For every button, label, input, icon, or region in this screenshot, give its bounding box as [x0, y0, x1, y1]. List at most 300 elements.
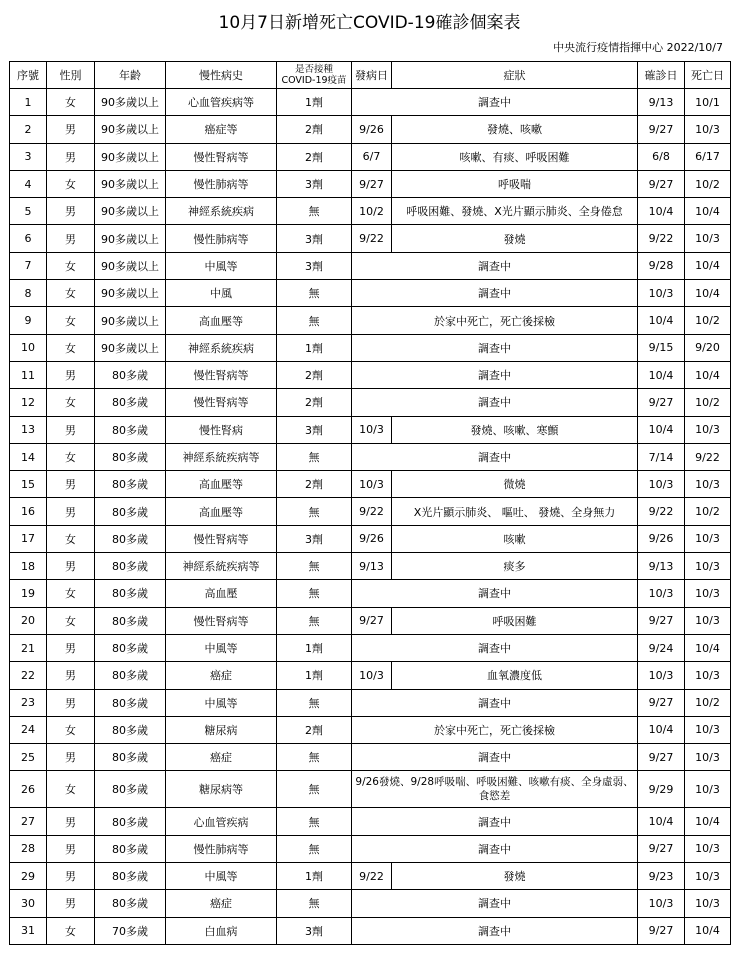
cell-onset: 9/22	[352, 225, 392, 252]
cell-no: 18	[10, 553, 47, 580]
cell-sex: 男	[47, 689, 95, 716]
cell-death: 10/4	[685, 198, 731, 225]
cell-symptoms: 調查中	[352, 744, 638, 771]
cell-vaccine: 無	[277, 307, 352, 334]
cell-vaccine: 1劑	[277, 334, 352, 361]
cell-no: 3	[10, 143, 47, 170]
cell-no: 31	[10, 917, 47, 944]
cell-vaccine: 無	[277, 198, 352, 225]
cell-sex: 男	[47, 498, 95, 525]
cell-age: 90多歲以上	[95, 225, 166, 252]
cell-confirmed: 9/27	[638, 744, 685, 771]
cell-no: 26	[10, 771, 47, 808]
cell-no: 12	[10, 389, 47, 416]
header-no: 序號	[10, 62, 47, 89]
cell-sex: 女	[47, 89, 95, 116]
cell-sex: 男	[47, 471, 95, 498]
cell-sex: 男	[47, 143, 95, 170]
cell-no: 7	[10, 252, 47, 279]
cell-chronic: 慢性腎病等	[166, 525, 277, 552]
header-sex: 性別	[47, 62, 95, 89]
table-row	[10, 416, 731, 443]
cell-chronic: 高血壓	[166, 580, 277, 607]
cell-age: 90多歲以上	[95, 143, 166, 170]
cell-chronic: 癌症	[166, 890, 277, 917]
cell-vaccine: 無	[277, 443, 352, 470]
cell-no: 13	[10, 416, 47, 443]
cell-confirmed: 10/3	[638, 662, 685, 689]
cell-confirmed: 9/27	[638, 835, 685, 862]
cell-chronic: 糖尿病	[166, 716, 277, 743]
cell-age: 90多歲以上	[95, 116, 166, 143]
header-death: 死亡日	[685, 62, 731, 89]
cell-symptoms: 調查中	[352, 689, 638, 716]
cell-symptoms: 調查中	[352, 280, 638, 307]
cell-sex: 男	[47, 416, 95, 443]
cell-death: 10/1	[685, 89, 731, 116]
cell-sex: 女	[47, 334, 95, 361]
cell-no: 19	[10, 580, 47, 607]
cell-sex: 女	[47, 443, 95, 470]
cell-no: 20	[10, 607, 47, 634]
cell-age: 80多歲	[95, 863, 166, 890]
table-row	[10, 170, 731, 197]
case-table	[9, 61, 731, 945]
table-row	[10, 361, 731, 388]
cell-vaccine: 2劑	[277, 389, 352, 416]
cell-sex: 女	[47, 917, 95, 944]
table-row	[10, 116, 731, 143]
cell-no: 16	[10, 498, 47, 525]
table-row	[10, 917, 731, 944]
cell-death: 10/2	[685, 689, 731, 716]
cell-sex: 男	[47, 662, 95, 689]
cell-confirmed: 10/4	[638, 716, 685, 743]
cell-confirmed: 9/26	[638, 525, 685, 552]
cell-confirmed: 10/3	[638, 471, 685, 498]
table-row	[10, 662, 731, 689]
cell-onset: 9/27	[352, 607, 392, 634]
cell-death: 10/3	[685, 525, 731, 552]
header-vaccine-line1: 是否接種	[294, 64, 333, 75]
cell-sex: 男	[47, 835, 95, 862]
cell-death: 10/3	[685, 416, 731, 443]
cell-symptoms: 微燒	[392, 471, 638, 498]
page-title: 10月7日新增死亡COVID-19確診個案表	[218, 13, 521, 33]
cell-vaccine: 2劑	[277, 116, 352, 143]
table-row	[10, 553, 731, 580]
cell-symptoms: 咳嗽、有痰、呼吸困難	[392, 143, 638, 170]
cell-death: 10/3	[685, 771, 731, 808]
cell-age: 90多歲以上	[95, 307, 166, 334]
cell-confirmed: 10/4	[638, 361, 685, 388]
cell-confirmed: 9/27	[638, 389, 685, 416]
cell-symptoms: 調查中	[352, 252, 638, 279]
table-row	[10, 443, 731, 470]
cell-onset: 9/22	[352, 498, 392, 525]
cell-death: 10/4	[685, 634, 731, 661]
cell-vaccine: 2劑	[277, 716, 352, 743]
cell-symptoms: 於家中死亡，死亡後採檢	[352, 716, 638, 743]
cell-symptoms: 呼吸困難、發燒、X光片顯示肺炎、全身倦怠	[392, 198, 638, 225]
cell-death: 10/2	[685, 498, 731, 525]
header-symptoms: 症狀	[392, 62, 638, 89]
cell-death: 10/3	[685, 580, 731, 607]
cell-confirmed: 9/27	[638, 917, 685, 944]
cell-no: 23	[10, 689, 47, 716]
cell-no: 4	[10, 170, 47, 197]
cell-chronic: 慢性腎病等	[166, 389, 277, 416]
cell-death: 9/22	[685, 443, 731, 470]
cell-chronic: 慢性肺病等	[166, 835, 277, 862]
cell-no: 30	[10, 890, 47, 917]
cell-onset: 10/3	[352, 416, 392, 443]
cell-confirmed: 9/15	[638, 334, 685, 361]
cell-vaccine: 3劑	[277, 416, 352, 443]
cell-symptoms: 呼吸困難	[392, 607, 638, 634]
cell-onset: 9/26	[352, 525, 392, 552]
cell-vaccine: 1劑	[277, 89, 352, 116]
cell-vaccine: 無	[277, 689, 352, 716]
header-age: 年齡	[95, 62, 166, 89]
table-row	[10, 143, 731, 170]
cell-age: 90多歲以上	[95, 170, 166, 197]
table-row	[10, 634, 731, 661]
cell-death: 10/3	[685, 225, 731, 252]
cell-chronic: 糖尿病等	[166, 771, 277, 808]
cell-vaccine: 無	[277, 498, 352, 525]
cell-death: 10/3	[685, 471, 731, 498]
cell-age: 80多歲	[95, 716, 166, 743]
cell-confirmed: 6/8	[638, 143, 685, 170]
cell-chronic: 白血病	[166, 917, 277, 944]
cell-chronic: 癌症	[166, 662, 277, 689]
cell-vaccine: 3劑	[277, 170, 352, 197]
cell-age: 80多歲	[95, 607, 166, 634]
cell-death: 10/3	[685, 607, 731, 634]
cell-onset: 10/2	[352, 198, 392, 225]
table-row	[10, 890, 731, 917]
cell-vaccine: 無	[277, 280, 352, 307]
cell-symptoms: 咳嗽	[392, 525, 638, 552]
cell-onset: 9/26	[352, 116, 392, 143]
cell-chronic: 神經系統疾病	[166, 198, 277, 225]
cell-age: 80多歲	[95, 689, 166, 716]
table-row	[10, 525, 731, 552]
header-vaccine	[277, 62, 352, 89]
cell-chronic: 神經系統疾病等	[166, 443, 277, 470]
cell-age: 80多歲	[95, 890, 166, 917]
table-row	[10, 835, 731, 862]
cell-vaccine: 3劑	[277, 525, 352, 552]
cell-no: 28	[10, 835, 47, 862]
cell-no: 6	[10, 225, 47, 252]
cell-symptoms: 發燒	[392, 863, 638, 890]
cell-death: 10/4	[685, 361, 731, 388]
cell-death: 10/3	[685, 553, 731, 580]
cell-age: 80多歲	[95, 580, 166, 607]
cell-death: 10/2	[685, 389, 731, 416]
cell-confirmed: 9/22	[638, 225, 685, 252]
cell-no: 21	[10, 634, 47, 661]
cell-chronic: 心血管疾病	[166, 808, 277, 835]
cell-death: 10/3	[685, 116, 731, 143]
cell-onset: 9/13	[352, 553, 392, 580]
cell-confirmed: 9/27	[638, 170, 685, 197]
table-row	[10, 198, 731, 225]
cell-age: 80多歲	[95, 808, 166, 835]
cell-confirmed: 9/29	[638, 771, 685, 808]
cell-no: 1	[10, 89, 47, 116]
cell-death: 9/20	[685, 334, 731, 361]
source-date: 中央流行疫情指揮中心 2022/10/7	[553, 41, 723, 54]
table-row	[10, 280, 731, 307]
cell-chronic: 中風等	[166, 252, 277, 279]
header-confirmed: 確診日	[638, 62, 685, 89]
cell-chronic: 癌症	[166, 744, 277, 771]
cell-confirmed: 9/22	[638, 498, 685, 525]
cell-vaccine: 3劑	[277, 225, 352, 252]
cell-confirmed: 9/23	[638, 863, 685, 890]
cell-symptoms: 呼吸喘	[392, 170, 638, 197]
cell-symptoms: 發燒、咳嗽	[392, 116, 638, 143]
table-row	[10, 471, 731, 498]
cell-vaccine: 1劑	[277, 634, 352, 661]
cell-sex: 男	[47, 634, 95, 661]
cell-age: 80多歲	[95, 634, 166, 661]
table-row	[10, 307, 731, 334]
cell-chronic: 慢性肺病等	[166, 225, 277, 252]
cell-confirmed: 10/4	[638, 198, 685, 225]
cell-sex: 女	[47, 716, 95, 743]
cell-confirmed: 7/14	[638, 443, 685, 470]
cell-no: 25	[10, 744, 47, 771]
cell-age: 80多歲	[95, 744, 166, 771]
cell-onset: 9/27	[352, 170, 392, 197]
cell-confirmed: 10/4	[638, 307, 685, 334]
cell-no: 11	[10, 361, 47, 388]
cell-death: 10/4	[685, 917, 731, 944]
table-row	[10, 389, 731, 416]
cell-symptoms: 調查中	[352, 634, 638, 661]
table-row	[10, 607, 731, 634]
cell-death: 6/17	[685, 143, 731, 170]
cell-no: 10	[10, 334, 47, 361]
cell-vaccine: 2劑	[277, 143, 352, 170]
cell-chronic: 慢性腎病	[166, 416, 277, 443]
cell-symptoms: 調查中	[352, 389, 638, 416]
cell-vaccine: 無	[277, 771, 352, 808]
cell-confirmed: 10/4	[638, 416, 685, 443]
cell-death: 10/2	[685, 307, 731, 334]
cell-sex: 女	[47, 280, 95, 307]
cell-age: 80多歲	[95, 835, 166, 862]
cell-chronic: 中風等	[166, 634, 277, 661]
cell-sex: 女	[47, 307, 95, 334]
table-row	[10, 580, 731, 607]
header-vaccine-line2: COVID-19疫苗	[281, 75, 347, 86]
cell-vaccine: 無	[277, 890, 352, 917]
cell-death: 10/4	[685, 280, 731, 307]
cell-age: 80多歲	[95, 471, 166, 498]
cell-chronic: 高血壓等	[166, 498, 277, 525]
cell-death: 10/3	[685, 890, 731, 917]
cell-age: 90多歲以上	[95, 280, 166, 307]
cell-vaccine: 無	[277, 835, 352, 862]
table-row	[10, 252, 731, 279]
cell-age: 90多歲以上	[95, 198, 166, 225]
cell-no: 22	[10, 662, 47, 689]
cell-onset: 10/3	[352, 662, 392, 689]
cell-death: 10/3	[685, 662, 731, 689]
cell-no: 27	[10, 808, 47, 835]
cell-age: 90多歲以上	[95, 252, 166, 279]
cell-age: 80多歲	[95, 498, 166, 525]
cell-symptoms: 於家中死亡，死亡後採檢	[352, 307, 638, 334]
cell-death: 10/4	[685, 252, 731, 279]
cell-sex: 男	[47, 744, 95, 771]
cell-chronic: 高血壓等	[166, 307, 277, 334]
cell-death: 10/3	[685, 835, 731, 862]
cell-symptoms: 調查中	[352, 890, 638, 917]
cell-age: 80多歲	[95, 389, 166, 416]
cell-sex: 男	[47, 361, 95, 388]
cell-symptoms: 調查中	[352, 917, 638, 944]
cell-death: 10/3	[685, 863, 731, 890]
cell-age: 70多歲	[95, 917, 166, 944]
cell-symptoms: 發燒	[392, 225, 638, 252]
cell-chronic: 高血壓等	[166, 471, 277, 498]
cell-confirmed: 10/3	[638, 280, 685, 307]
cell-chronic: 中風	[166, 280, 277, 307]
cell-no: 15	[10, 471, 47, 498]
table-row	[10, 689, 731, 716]
case-table-body	[10, 89, 731, 945]
cell-sex: 女	[47, 170, 95, 197]
cell-no: 14	[10, 443, 47, 470]
cell-chronic: 中風等	[166, 863, 277, 890]
cell-age: 80多歲	[95, 662, 166, 689]
table-row	[10, 744, 731, 771]
cell-confirmed: 9/27	[638, 116, 685, 143]
cell-vaccine: 3劑	[277, 917, 352, 944]
table-row	[10, 716, 731, 743]
cell-age: 80多歲	[95, 771, 166, 808]
cell-sex: 男	[47, 863, 95, 890]
cell-symptoms: 9/26發燒、9/28呼吸喘、呼吸困難、咳嗽有痰、全身虛弱、食慾差	[352, 771, 638, 808]
cell-confirmed: 9/27	[638, 607, 685, 634]
cell-onset: 10/3	[352, 471, 392, 498]
cell-age: 80多歲	[95, 443, 166, 470]
cell-no: 5	[10, 198, 47, 225]
cell-symptoms: 調查中	[352, 89, 638, 116]
cell-sex: 女	[47, 580, 95, 607]
cell-vaccine: 2劑	[277, 471, 352, 498]
cell-sex: 女	[47, 607, 95, 634]
cell-confirmed: 10/3	[638, 890, 685, 917]
cell-sex: 男	[47, 890, 95, 917]
cell-symptoms: 調查中	[352, 334, 638, 361]
cell-death: 10/3	[685, 716, 731, 743]
cell-symptoms: 痰多	[392, 553, 638, 580]
table-row	[10, 863, 731, 890]
cell-vaccine: 無	[277, 808, 352, 835]
cell-onset: 6/7	[352, 143, 392, 170]
cell-vaccine: 3劑	[277, 252, 352, 279]
cell-sex: 男	[47, 225, 95, 252]
cell-chronic: 癌症等	[166, 116, 277, 143]
cell-symptoms: 發燒、咳嗽、寒顫	[392, 416, 638, 443]
cell-chronic: 中風等	[166, 689, 277, 716]
cell-no: 24	[10, 716, 47, 743]
cell-symptoms: 血氧濃度低	[392, 662, 638, 689]
cell-symptoms: 調查中	[352, 361, 638, 388]
cell-sex: 男	[47, 808, 95, 835]
cell-death: 10/4	[685, 808, 731, 835]
cell-confirmed: 10/3	[638, 580, 685, 607]
cell-confirmed: 9/27	[638, 689, 685, 716]
table-row	[10, 334, 731, 361]
cell-confirmed: 9/28	[638, 252, 685, 279]
cell-chronic: 慢性腎病等	[166, 143, 277, 170]
cell-sex: 女	[47, 252, 95, 279]
cell-chronic: 神經系統疾病	[166, 334, 277, 361]
cell-chronic: 慢性腎病等	[166, 361, 277, 388]
cell-sex: 男	[47, 116, 95, 143]
cell-onset: 9/22	[352, 863, 392, 890]
cell-vaccine: 1劑	[277, 863, 352, 890]
header-onset: 發病日	[352, 62, 392, 89]
table-row	[10, 808, 731, 835]
table-row	[10, 498, 731, 525]
cell-vaccine: 無	[277, 607, 352, 634]
cell-symptoms: X光片顯示肺炎、 嘔吐、 發燒、全身無力	[392, 498, 638, 525]
cell-no: 17	[10, 525, 47, 552]
table-row	[10, 89, 731, 116]
cell-confirmed: 9/24	[638, 634, 685, 661]
cell-confirmed: 9/13	[638, 553, 685, 580]
cell-symptoms: 調查中	[352, 443, 638, 470]
cell-vaccine: 無	[277, 553, 352, 580]
cell-symptoms: 調查中	[352, 808, 638, 835]
cell-sex: 男	[47, 198, 95, 225]
cell-chronic: 神經系統疾病等	[166, 553, 277, 580]
header-chronic: 慢性病史	[166, 62, 277, 89]
cell-age: 80多歲	[95, 525, 166, 552]
cell-confirmed: 9/13	[638, 89, 685, 116]
cell-chronic: 心血管疾病等	[166, 89, 277, 116]
cell-age: 80多歲	[95, 416, 166, 443]
cell-no: 2	[10, 116, 47, 143]
cell-chronic: 慢性腎病等	[166, 607, 277, 634]
cell-chronic: 慢性肺病等	[166, 170, 277, 197]
cell-sex: 女	[47, 525, 95, 552]
cell-symptoms: 調查中	[352, 835, 638, 862]
cell-age: 80多歲	[95, 553, 166, 580]
cell-no: 29	[10, 863, 47, 890]
cell-no: 8	[10, 280, 47, 307]
header-row	[10, 62, 731, 89]
cell-vaccine: 1劑	[277, 662, 352, 689]
cell-age: 80多歲	[95, 361, 166, 388]
cell-age: 90多歲以上	[95, 334, 166, 361]
table-row	[10, 225, 731, 252]
cell-sex: 女	[47, 389, 95, 416]
cell-death: 10/3	[685, 744, 731, 771]
cell-sex: 男	[47, 553, 95, 580]
cell-confirmed: 10/4	[638, 808, 685, 835]
cell-vaccine: 2劑	[277, 361, 352, 388]
